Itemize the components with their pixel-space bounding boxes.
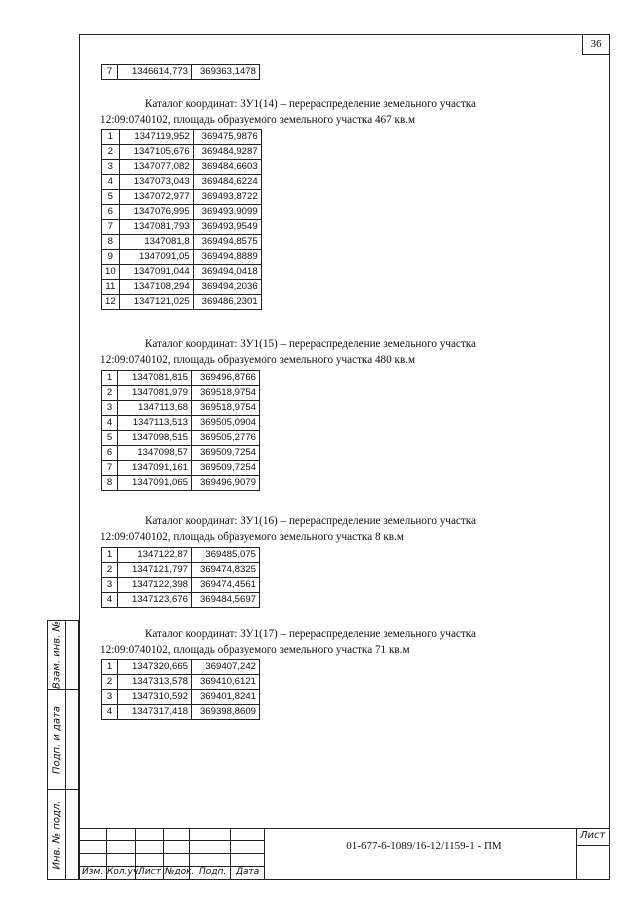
cell-num: 6 (102, 446, 118, 461)
cell-y: 369518,9754 (192, 401, 260, 416)
cell-x: 1347091,05 (119, 250, 193, 265)
side-cell-sign (47, 689, 79, 790)
cell-y: 369518,9754 (192, 386, 260, 401)
cell-y: 369494,8575 (193, 235, 261, 250)
table-row (102, 160, 262, 175)
cell-y: 369474,8325 (192, 563, 260, 578)
cell-y: 369505,2776 (192, 431, 260, 446)
sheet-label: Лист (580, 830, 606, 841)
cell-num: 1 (102, 660, 118, 675)
cell-x: 1347122,398 (118, 578, 192, 593)
cell-num: 4 (102, 705, 118, 720)
cell-y: 369484,6224 (193, 175, 261, 190)
cell-num: 8 (102, 476, 118, 491)
cell-num: 3 (102, 690, 118, 705)
coords-table-15 (101, 370, 260, 491)
cell-x: 1347073,043 (119, 175, 193, 190)
cell-x: 1347098,515 (118, 431, 192, 446)
cell-y: 369398,8609 (192, 705, 260, 720)
coords-table-continued (101, 64, 260, 80)
cell-num: 4 (102, 593, 118, 608)
cell-x: 1347081,8 (119, 235, 193, 250)
cell-x: 1347113,513 (118, 416, 192, 431)
cell-x: 1347119,952 (119, 130, 193, 145)
cell-x: 1347072,977 (119, 190, 193, 205)
cell-x: 1347091,044 (119, 265, 193, 280)
table-row (102, 461, 260, 476)
table-row (102, 548, 260, 563)
side-label-inventory: Инв. № подл. (51, 800, 62, 869)
cell-num: 7 (102, 461, 118, 476)
coords-table-17 (101, 659, 260, 720)
table-row (102, 175, 262, 190)
heading-line-1: Каталог координат: ЗУ1(14) – перераспределение земельного участка (145, 98, 476, 110)
cell-y: 369363,1478 (192, 65, 260, 80)
cell-num: 5 (102, 431, 118, 446)
cell-x: 1347098,57 (118, 446, 192, 461)
table-row (102, 401, 260, 416)
stamp-col-sign: Подп. (199, 867, 227, 877)
cell-num: 1 (102, 548, 118, 563)
stamp-col-docnum: №док. (165, 867, 195, 877)
cell-num: 7 (102, 65, 118, 80)
coords-table-16 (101, 547, 260, 608)
cell-y: 369407,242 (192, 660, 260, 675)
table-row (102, 190, 262, 205)
cell-y: 369496,9079 (192, 476, 260, 491)
table-row (102, 65, 260, 80)
cell-x: 1347081,793 (119, 220, 193, 235)
table-row (102, 205, 262, 220)
cell-y: 369485,075 (192, 548, 260, 563)
cell-y: 369484,9287 (193, 145, 261, 160)
cell-y: 369493,9549 (193, 220, 261, 235)
table-row (102, 660, 260, 675)
cell-x: 1347121,797 (118, 563, 192, 578)
table-row (102, 265, 262, 280)
cell-y: 369475,9876 (193, 130, 261, 145)
table-row (102, 593, 260, 608)
cell-num: 6 (102, 205, 120, 220)
cell-x: 1347076,995 (119, 205, 193, 220)
cell-x: 1347081,815 (118, 371, 192, 386)
cell-x: 1347121,025 (119, 295, 193, 310)
table-row (102, 220, 262, 235)
cell-x: 1347317,418 (118, 705, 192, 720)
cell-y: 369494,0418 (193, 265, 261, 280)
section-heading-14 (100, 96, 530, 128)
cell-x: 1347320,665 (118, 660, 192, 675)
cell-num: 2 (102, 145, 120, 160)
cell-num: 3 (102, 578, 118, 593)
cell-num: 5 (102, 190, 120, 205)
document-code: 01-677-6-1089/16-12/1159-1 - ПМ (346, 840, 502, 852)
table-row (102, 705, 260, 720)
cell-y: 369484,5697 (192, 593, 260, 608)
cell-num: 1 (102, 130, 120, 145)
cell-y: 369474,4561 (192, 578, 260, 593)
stamp-col-sheet: Лист (138, 867, 161, 877)
cell-y: 369486,2301 (193, 295, 261, 310)
table-row (102, 690, 260, 705)
cell-num: 1 (102, 371, 118, 386)
stamp-col-count: Кол.уч. (107, 867, 142, 877)
section-heading-16 (100, 513, 530, 545)
cell-x: 1347081,979 (118, 386, 192, 401)
table-row (102, 476, 260, 491)
cell-y: 369493,9099 (193, 205, 261, 220)
section-heading-15 (100, 336, 530, 368)
heading-line-1: Каталог координат: ЗУ1(17) – перераспределение земельного участка (145, 628, 476, 640)
heading-line-1: Каталог координат: ЗУ1(16) – перераспределение земельного участка (145, 515, 476, 527)
cell-y: 369496,8766 (192, 371, 260, 386)
stamp-col-change: Изм. (82, 867, 104, 877)
cell-x: 1347313,578 (118, 675, 192, 690)
page-number: 36 (582, 35, 609, 55)
table-row (102, 386, 260, 401)
table-row (102, 675, 260, 690)
cell-num: 2 (102, 386, 118, 401)
table-row (102, 431, 260, 446)
table-row (102, 446, 260, 461)
cell-num: 3 (102, 160, 120, 175)
cell-num: 7 (102, 220, 120, 235)
cell-x: 1347108,294 (119, 280, 193, 295)
table-row (102, 563, 260, 578)
heading-line-2: 12:09:0740102, площадь образуемого земельного участка 8 кв.м (100, 531, 404, 543)
side-label-replace: Взам. инв. № (51, 621, 62, 689)
table-row (102, 250, 262, 265)
cell-x: 1347077,082 (119, 160, 193, 175)
cell-num: 3 (102, 401, 118, 416)
heading-line-1: Каталог координат: ЗУ1(15) – перераспределение земельного участка (145, 338, 476, 350)
table-row (102, 130, 262, 145)
heading-line-2: 12:09:0740102, площадь образуемого земельного участка 71 кв.м (100, 644, 410, 656)
heading-line-2: 12:09:0740102, площадь образуемого земельного участка 480 кв.м (100, 354, 416, 366)
cell-x: 1347113,68 (118, 401, 192, 416)
stamp-col-date: Дата (236, 867, 260, 877)
cell-num: 8 (102, 235, 120, 250)
cell-x: 1347122,87 (118, 548, 192, 563)
cell-y: 369493,8722 (193, 190, 261, 205)
cell-num: 11 (102, 280, 120, 295)
cell-y: 369505,0904 (192, 416, 260, 431)
cell-x: 1347310,592 (118, 690, 192, 705)
table-row (102, 416, 260, 431)
cell-num: 9 (102, 250, 120, 265)
cell-num: 4 (102, 175, 120, 190)
cell-x: 1347091,161 (118, 461, 192, 476)
table-row (102, 295, 262, 310)
table-row (102, 371, 260, 386)
table-row (102, 235, 262, 250)
side-strip (47, 620, 79, 880)
cell-x: 1346614,773 (118, 65, 192, 80)
cell-y: 369509,7254 (192, 461, 260, 476)
cell-y: 369484,6603 (193, 160, 261, 175)
cell-y: 369410,6121 (192, 675, 260, 690)
table-row (102, 578, 260, 593)
cell-num: 10 (102, 265, 120, 280)
section-heading-17 (100, 626, 530, 658)
cell-num: 2 (102, 563, 118, 578)
table-row (102, 145, 262, 160)
title-block (79, 828, 610, 880)
cell-num: 4 (102, 416, 118, 431)
coords-table-14 (101, 129, 262, 310)
side-label-sign: Подп. и дата (51, 705, 62, 774)
side-cell-replace (47, 620, 79, 690)
side-cell-inventory (47, 789, 79, 880)
cell-x: 1347105,676 (119, 145, 193, 160)
cell-y: 369401,8241 (192, 690, 260, 705)
cell-y: 369494,2036 (193, 280, 261, 295)
cell-y: 369494,8889 (193, 250, 261, 265)
cell-num: 2 (102, 675, 118, 690)
cell-num: 12 (102, 295, 120, 310)
table-row (102, 280, 262, 295)
cell-x: 1347091,065 (118, 476, 192, 491)
cell-x: 1347123,676 (118, 593, 192, 608)
cell-y: 369509,7254 (192, 446, 260, 461)
heading-line-2: 12:09:0740102, площадь образуемого земельного участка 467 кв.м (100, 114, 416, 126)
